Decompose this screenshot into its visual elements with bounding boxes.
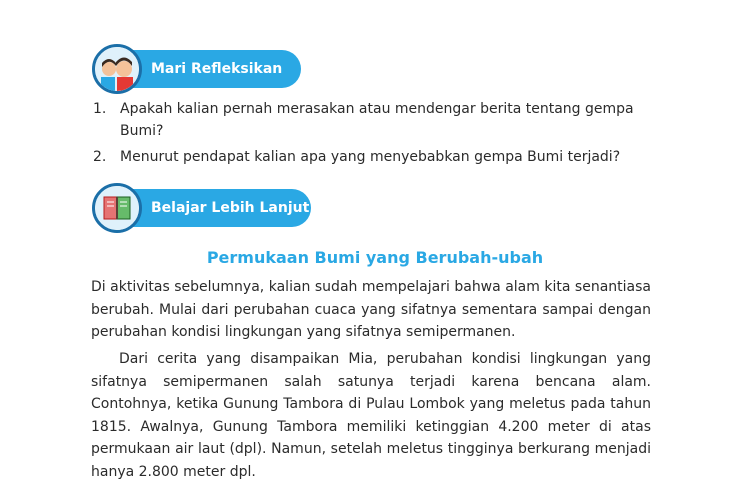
question-text: Menurut pendapat kalian apa yang menyebabkan gempa Bumi terjadi? — [120, 149, 621, 165]
question-text: Apakah kalian pernah merasakan atau mendengar berita tentang gempa Bumi? — [120, 101, 634, 139]
list-number: 1. — [93, 101, 107, 117]
list-number: 2. — [93, 149, 107, 165]
list-item — [93, 98, 653, 142]
article-paragraph-2: Dari cerita yang disampaikan Mia, perubahan kondisi lingkungan yang sifatnya semipermanen salah satunya terjadi karena bencana alam. Contohnya, ketika Gunung Tambora di Pulau Lombok yang meletus pada tahun 1815. Awalnya, Gunung Tambora memiliki ketinggian 4.200 meter di atas permukaan air laut (dpl). Namun, setelah meletus tingginya berkurang menjadi hanya 2.800 meter dpl. — [91, 351, 651, 480]
book-icon — [92, 183, 142, 233]
children-icon — [92, 44, 142, 94]
reflection-questions — [93, 98, 653, 172]
article-title: Permukaan Bumi yang Berubah-ubah — [206, 248, 544, 267]
list-item — [93, 146, 653, 168]
article-paragraph-1: Di aktivitas sebelumnya, kalian sudah mempelajari bahwa alam kita senantiasa berubah. Mulai dari perubahan cuaca yang sifatnya sementara sampai dengan perubahan kondisi lingkungan yang sifatnya semipermanen. — [91, 279, 651, 340]
section-header-reflect-label: Mari Refleksikan — [151, 61, 283, 77]
section-header-learn-label: Belajar Lebih Lanjut — [151, 200, 310, 216]
